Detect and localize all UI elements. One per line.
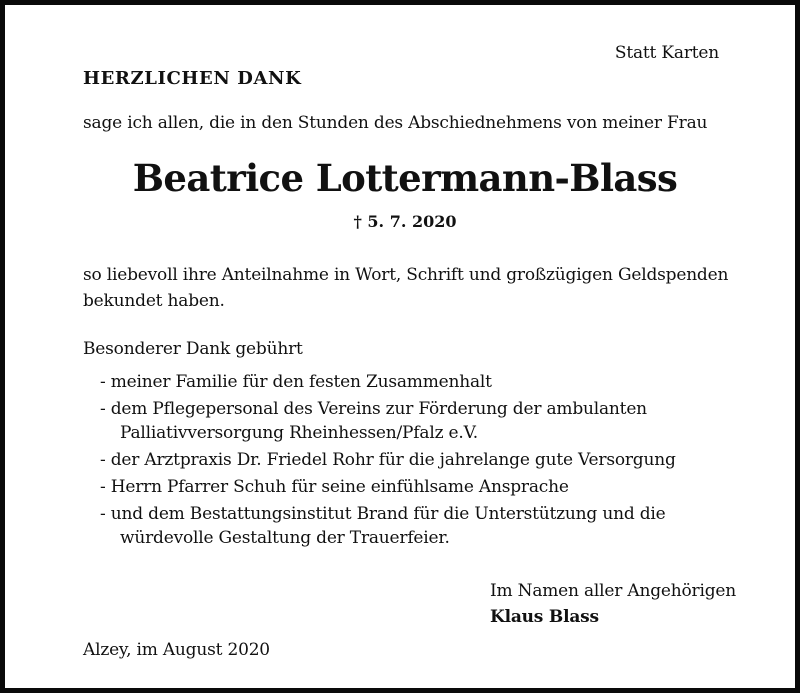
thanks-item-continuation: würdevolle Gestaltung der Trauerfeier. xyxy=(120,528,450,548)
corner-note: Statt Karten xyxy=(614,43,719,63)
thanks-item-line: - meiner Familie für den festen Zusammenhalt xyxy=(100,372,492,392)
thanks-item-continuation: Palliativversorgung Rheinhessen/Pfalz e.V. xyxy=(120,423,478,443)
signature-line: Im Namen aller Angehörigen xyxy=(490,581,736,601)
body-text-line-2: bekundet haben. xyxy=(83,291,225,311)
thanks-item-line: - dem Pflegepersonal des Vereins zur Förderung der ambulanten xyxy=(100,399,647,419)
signer-name: Klaus Blass xyxy=(490,607,599,627)
notice-heading: HERZLICHEN DANK xyxy=(83,68,302,89)
place-date: Alzey, im August 2020 xyxy=(83,640,270,660)
thanks-item xyxy=(100,475,676,499)
deceased-name: Beatrice Lottermann-Blass xyxy=(132,156,678,200)
thanks-item xyxy=(100,397,676,445)
intro-text: sage ich allen, die in den Stunden des Abschiednehmens von meiner Frau xyxy=(83,113,708,133)
thanks-list xyxy=(100,370,676,553)
thanks-heading: Besonderer Dank gebührt xyxy=(83,339,303,359)
body-text-line-1: so liebevoll ihre Anteilnahme in Wort, Schrift und großzügigen Geldspenden xyxy=(83,265,729,285)
thanks-item xyxy=(100,502,676,550)
thanks-item xyxy=(100,448,676,472)
thanks-item-line: - der Arztpraxis Dr. Friedel Rohr für die jahrelange gute Versorgung xyxy=(100,450,676,470)
thanks-item-line: - Herrn Pfarrer Schuh für seine einfühlsame Ansprache xyxy=(100,477,569,497)
thanks-item xyxy=(100,370,676,394)
thanks-item-line: - und dem Bestattungsinstitut Brand für die Unterstützung und die xyxy=(100,504,666,524)
death-date: † 5. 7. 2020 xyxy=(353,212,457,231)
